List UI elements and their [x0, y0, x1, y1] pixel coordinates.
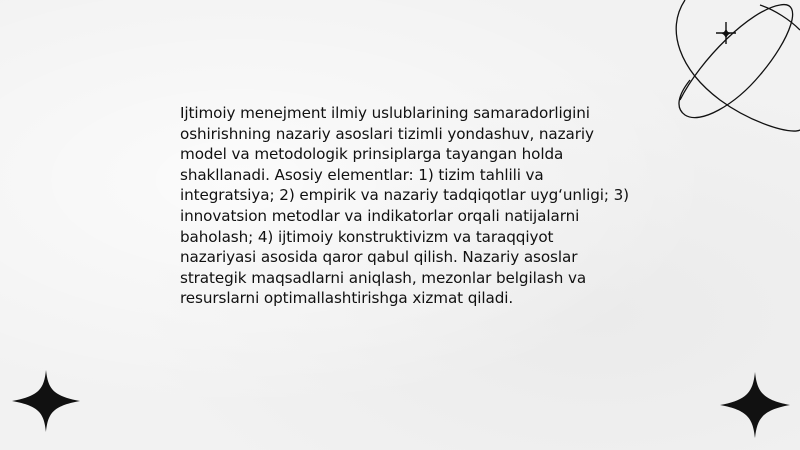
orbit-sparkle-icon	[640, 0, 800, 150]
slide-body-text: Ijtimoiy menejment ilmiy uslublarining samaradorligini oshirishning nazariy asoslari tizimli yondashuv, nazariy model va metodologik prinsiplarga tayangan holda shakllanadi. Asosiy elementlar: 1) tizim tahlili va integratsiya; 2) empirik va nazariy tadqiqotlar uyg‘unligi; 3) innovatsion metodlar va indikatorlar orqali natijalarni baholash; 4) ijtimoiy konstruktivizm va taraqqiyot nazariyasi asosida qaror qabul qilish. Nazariy asoslar strategik maqsadlarni aniqlash, mezonlar belgilash va resurslarni optimallashtirishga xizmat qiladi.	[180, 104, 629, 308]
four-point-star-icon	[720, 372, 790, 438]
four-point-star-icon	[12, 370, 80, 432]
